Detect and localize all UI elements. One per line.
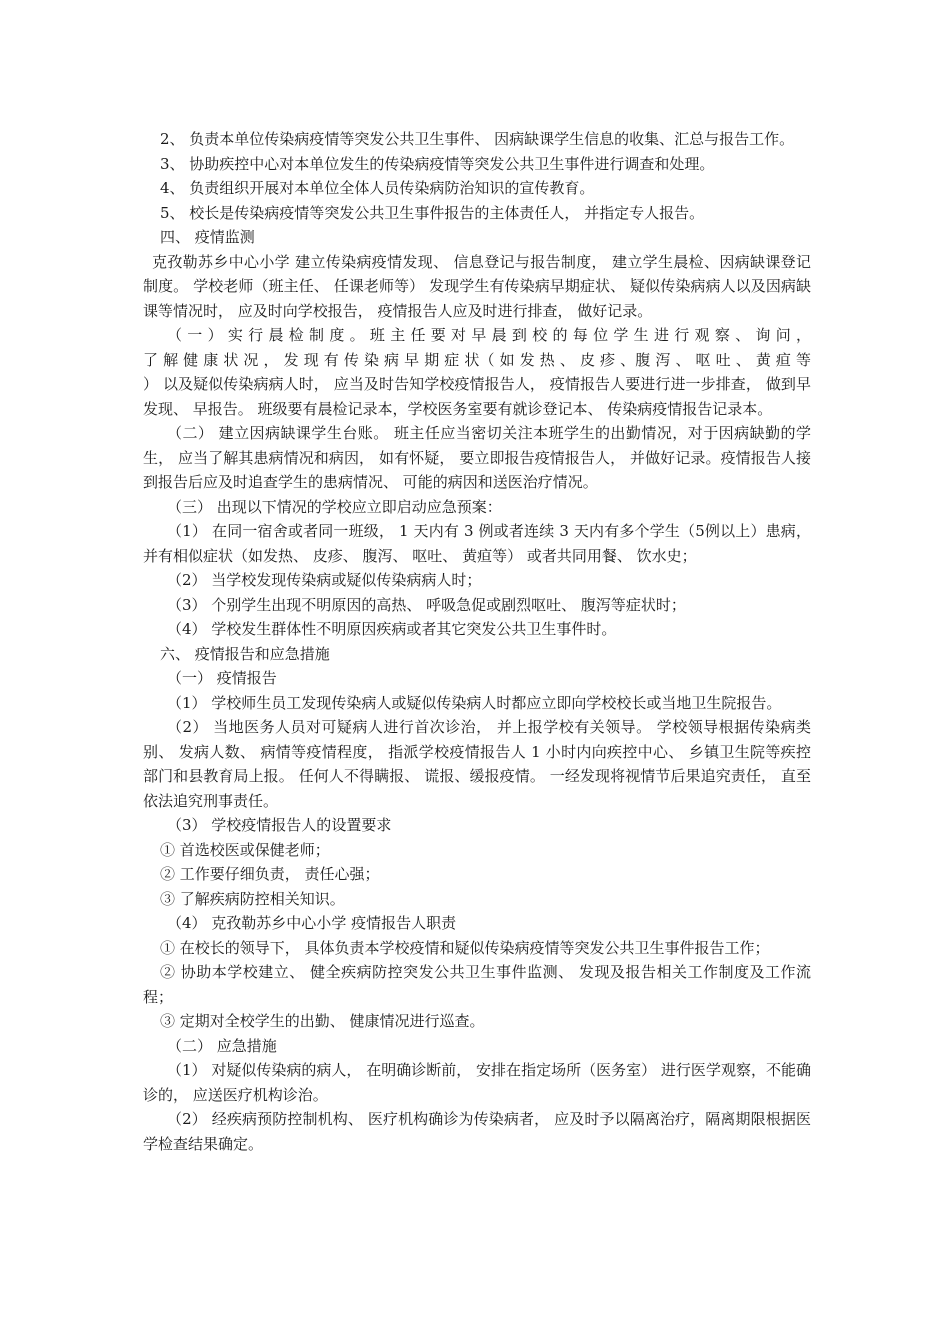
list-item-trigger-1: （1） 在同一宿舍或者同一班级， 1 天内有 3 例或者连续 3 天内有多个学生（5例以上）患病， 并有相似症状（如发热、 皮疹、 腹泻、 呕吐、 黄疸等） 或者共同用餐、 饮水史；	[143, 522, 811, 565]
list-item-reporter-duty-3: ③ 定期对全校学生的出勤、 健康情况进行巡查。	[160, 1012, 485, 1030]
list-item-trigger-2: （2） 当学校发现传染病或疑似传染病病人时；	[167, 571, 482, 589]
paragraph-duty-2: 2、 负责本单位传染病疫情等突发公共卫生事件、 因病缺课学生信息的收集、汇总与报告工作。	[160, 130, 795, 148]
subheading-emergency-measures: （二） 应急措施	[167, 1036, 277, 1055]
paragraph-monitoring-intro: 克孜勒苏乡中心小学 建立传染病疫情发现、 信息登记与报告制度， 建立学生晨检、因病缺课登记制度。 学校老师（班主任、 任课老师等） 发现学生有传染病早期症状、 疑似传染病病人以及因病缺课等情况时， 应及时向学校报告， 疫情报告人应及时进行排查， 做好记录。	[143, 252, 811, 320]
list-item-measure-1: （1） 对疑似传染病的病人， 在明确诊断前， 安排在指定场所（医务室） 进行医学观察，不能确诊的， 应送医疗机构诊治。	[143, 1061, 811, 1104]
section-heading-reporting: 六、 疫情报告和应急措施	[160, 644, 330, 663]
paragraph-emergency-trigger: （三） 出现以下情况的学校应立即启动应急预案：	[167, 497, 502, 516]
paragraph-duty-4: 4、 负责组织开展对本单位全体人员传染病防治知识的宣传教育。	[160, 179, 595, 197]
paragraph-absence-ledger: （二） 建立因病缺课学生台账。 班主任应当密切关注本班学生的出勤情况，对于因病缺勤的学生， 应当了解其患病情况和病因， 如有怀疑， 要立即报告疫情报告人， 并做好记录。疫情报告人接到报告后应及时追查学生的患病情况、 可能的病因和送医治疗情况。	[143, 424, 811, 491]
list-item-measure-2: （2） 经疾病预防控制机构、 医疗机构确诊为传染病者， 应及时予以隔离治疗，隔离期限根据医学检查结果确定。	[143, 1110, 811, 1153]
list-item-report-1: （1） 学校师生员工发现传染病人或疑似传染病人时都应立即向学校校长或当地卫生院报告。	[167, 693, 782, 712]
list-item-reporter-duty-2: ② 协助本学校建立、 健全疾病防控突发公共卫生事件监测、 发现及报告相关工作制度及工作流程；	[143, 963, 811, 1006]
subheading-epidemic-report: （一） 疫情报告	[167, 669, 277, 687]
section-heading-monitoring: 四、 疫情监测	[160, 228, 255, 246]
list-item-report-3: （3） 学校疫情报告人的设置要求	[167, 816, 392, 834]
list-item-requirement-3: ③ 了解疾病防控相关知识。	[160, 889, 345, 908]
list-item-trigger-3: （3） 个别学生出现不明原因的高热、 呼吸急促或剧烈呕吐、 腹泻等症状时；	[167, 595, 686, 614]
paragraph-morning-check: （ 一 ） 实 行 晨 检 制 度 。 班 主 任 要 对 早 晨 到 校 的 每 位 学 生 进 行 观 察 、 询 问 ， 了 解 健 康 状 况 ， 发 现 有 传 染 病 早 期 症 状（ 如 发 热 、 皮 疹 、腹 泻 、 呕 吐 、 黄 疸 等 ） 以及疑似传染病病人时， 应当及时告知学校疫情报告人， 疫情报告人要进行进一步排查， 做到早发现、 早报告。 班级要有晨检记录本，学校医务室要有就诊登记本、 传染病疫情报告记录本。	[143, 326, 811, 418]
list-item-reporter-duty-1: ① 在校长的领导下， 具体负责本学校疫情和疑似传染病疫情等突发公共卫生事件报告工作；	[160, 938, 770, 957]
list-item-report-2: （2） 当地医务人员对可疑病人进行首次诊治， 并上报学校有关领导。 学校领导根据传染病类别、 发病人数、 病情等疫情程度， 指派学校疫情报告人 1 小时内向疾控中心、 乡镇卫生院等疾控部门和县教育局上报。 任何人不得瞒报、 谎报、缓报疫情。 一经发现将视情节后果追究责任， 直至依法追究刑事责任。	[143, 718, 811, 810]
list-item-trigger-4: （4） 学校发生群体性不明原因疾病或者其它突发公共卫生事件时。	[167, 620, 617, 638]
document-page	[143, 127, 811, 1156]
paragraph-duty-5: 5、 校长是传染病疫情等突发公共卫生事件报告的主体责任人， 并指定专人报告。	[160, 203, 705, 222]
paragraph-duty-3: 3、 协助疾控中心对本单位发生的传染病疫情等突发公共卫生事件进行调查和处理。	[160, 154, 715, 173]
list-item-requirement-1: ① 首选校医或保健老师；	[160, 840, 330, 859]
list-item-requirement-2: ② 工作要仔细负责， 责任心强；	[160, 865, 380, 883]
list-item-report-4: （4） 克孜勒苏乡中心小学 疫情报告人职责	[167, 914, 457, 932]
